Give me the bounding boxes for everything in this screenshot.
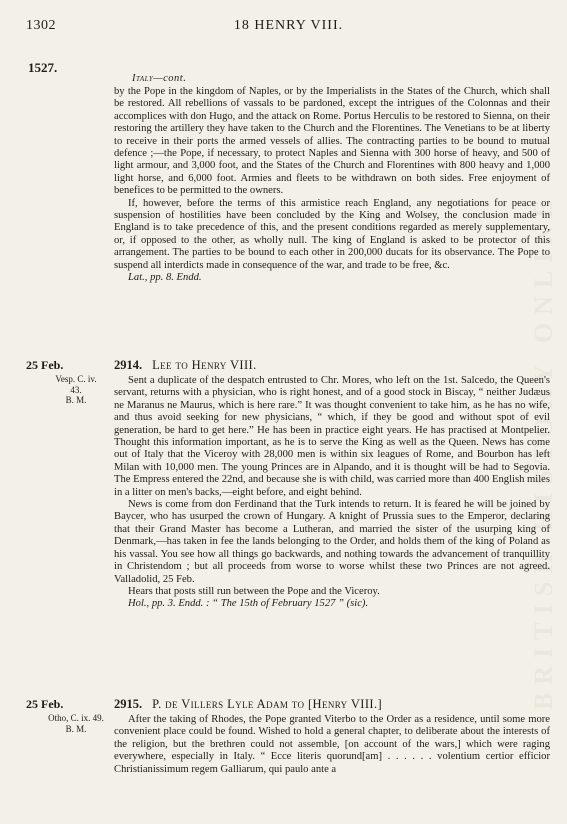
- section1-footnote: Lat., pp. 8. Endd.: [128, 272, 202, 284]
- entry-2914-number: 2914.: [114, 358, 143, 372]
- page-header: [26, 16, 551, 38]
- entry-2914-title: [114, 358, 257, 373]
- entry-2915-reference: [46, 713, 106, 734]
- entry-2915-number: 2915.: [114, 697, 143, 711]
- entry-2914-para3: Hears that posts still run between the Pope and the Viceroy.: [128, 585, 380, 597]
- section-heading-label: Italy: [132, 73, 154, 84]
- entry-2914-para2: News is come from don Ferdinand that the Turk intends to return. It is feared he will be joined by Baycer, who has usurped the crown of Hungary. A knight of Prussia sues to the Emperor, declaring that their Grand Master has become a Lutheran, and married the sister of the usurping king of Denmark,—has taken in fee the lands belonging to the Order, and holds them of the king of Poland as his vassal. You see how all things go backwards, and nothing towards the advancement of tranquillity in Christendom ; but all proceeds from worse to worse whilst these two Princes are not agreed. Valladolid, 25 Feb.: [114, 499, 550, 585]
- page-number: 1302: [26, 18, 56, 33]
- entry-2914-body: [114, 375, 550, 611]
- entry-2914-reference: [46, 374, 106, 406]
- watermark: BRITISH HISTORY ONLINE: [529, 192, 558, 710]
- entry-2914-date: 25 Feb.: [26, 358, 64, 372]
- entry-2914-ref-line1: Vesp. C. iv.: [55, 374, 97, 384]
- entry-2914-ref-line2: 43.: [70, 384, 82, 395]
- margin-year: 1527.: [28, 60, 58, 75]
- entry-2915-date: 25 Feb.: [26, 697, 64, 711]
- running-head: 18 HENRY VIII.: [233, 18, 344, 33]
- section1-body: [114, 86, 550, 285]
- entry-2914-heading: Lee to Henry VIII.: [152, 358, 257, 372]
- section1-para2: If, however, before the terms of this armistice reach England, any negotiations for peace or suspension of hostilities have been concluded by the King and Wolsey, the conclusion made in England is to take precedence of this, and the present conditions regarded as merely supplementary, or, if opposed to the other, as wholly null. The king of England is asked to be protector of this arrangement. The parties to be bound to each other in 200,000 ducats for its observance. The Pope to suspend all interdicts made in consequence of the war, and trade to be free, &c.: [114, 197, 550, 271]
- entry-2914-footnote: Hol., pp. 3. Endd. : “ The 15th of February 1527 ” (sic).: [128, 598, 369, 610]
- entry-2914-ref-line3: B. M.: [65, 395, 87, 405]
- entry-2914-para1: Sent a duplicate of the despatch entrusted to Chr. Mores, who left on the 1st. Salcedo, the Queen's servant, returns with a physician, who is right honest, and of a good stock in Biscay, “ neither Judæus ne Maranus ne Maurus, which is here rare.” It was thought convenient to take him, as he has no wife, and thus avoid seeking for new physicians, “ which, if they be good and without spot of evil generation, be hard to get here.” He has been in practice eight years. He has practised at Montpelier. Thought this information important, as he is to serve the King as well as the Queen. News has come out of Italy that the Viceroy with 28,000 men is within six leagues of Rome, and Bourbon has left Milan with 10,000 men. The young Princes are in Alpando, and it is thought will be had to Segovia. The Empress entered the 22nd, and because she is with child, was carried more than 400 English miles in a litter on men's backs,—eight before, and eight behind.: [114, 375, 550, 498]
- entry-2915-title: [114, 697, 382, 712]
- entry-2915-ref-line1: Otho, C. ix. 49.: [48, 713, 104, 723]
- entry-2915-body: [114, 714, 550, 776]
- entry-2915-heading: P. de Villers Lyle Adam to [Henry VIII.]: [152, 697, 383, 711]
- entry-2915-ref-line2: B. M.: [65, 723, 87, 734]
- section1-para1: by the Pope in the kingdom of Naples, or by the Imperialists in the States of the Church, which shall be restored. All rebellions of vassals to be pardoned, except the intrigues of the Colonnas and their accomplices with don Hugo, and the attack on Rome. Portus Herculis to be restored to Sienna, on their restoring the artillery they have taken to the Church and the Florentines. The Venetians to be at liberty to receive in their ports the armed vessels of allies. The contracting parties to be bound to mutual defence ;—the Pope, if necessary, to protect Naples and Sienna with 300 horse of heavy, and 500 of light armour, and 3,000 foot, and the States of the Church and Florentines with 800 heavy and 1,000 light horse, and 6,000 foot. Armies and fleets to be withdrawn on both sides. Free enjoyment of benefices to be permitted to the owners.: [114, 86, 550, 197]
- section-heading: [132, 73, 186, 84]
- section-heading-suffix: —cont.: [153, 73, 187, 84]
- entry-2915-para1: After the taking of Rhodes, the Pope granted Viterbo to the Order as a residence, until some more convenient place could be found. Wished to hold a general chapter, to deliberate about the interests of the religion, but the brethren could not assemble, [on account of the wars,] which were raging everywhere, especially in Italy. “ Ecce literis quorund[am] . . . . . . volentium certior efficior Christianissimum regem Galliarum, qui paulo ante a: [114, 714, 550, 775]
